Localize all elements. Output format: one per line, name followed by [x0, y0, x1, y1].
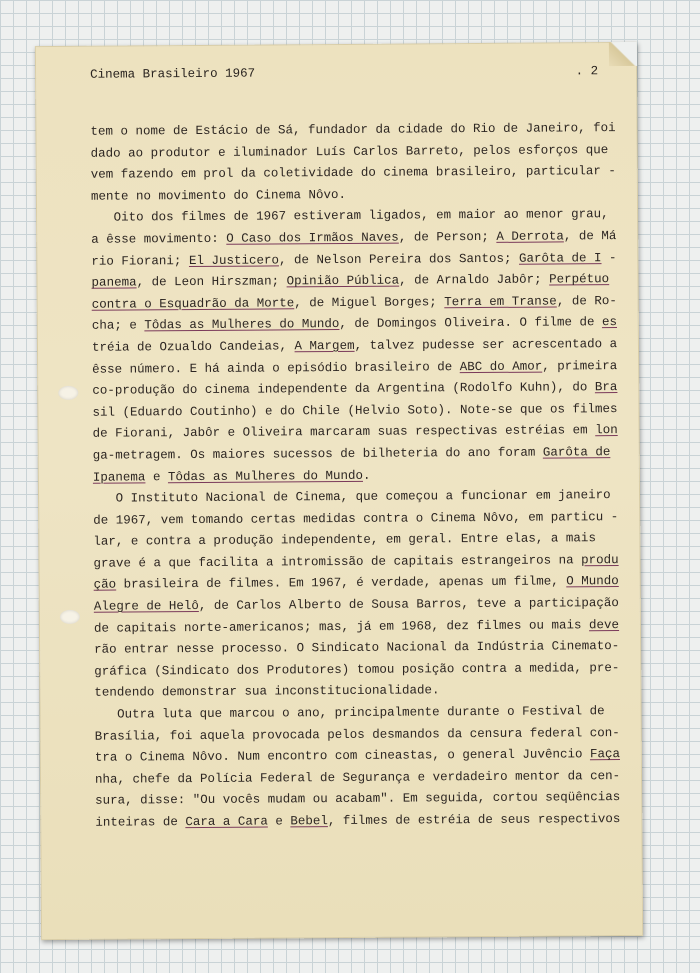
text-segment: , de Nelson Pereira dos Santos;	[278, 251, 520, 267]
text-segment: , de Má	[563, 229, 617, 244]
text-line	[91, 226, 617, 251]
text-segment: vem fazendo em prol da coletividade do cinema brasileiro, particular -	[90, 164, 616, 182]
punch-hole	[58, 386, 78, 400]
text-segment: gráfica (Sindicato dos Produtores) tomou posição contra a medida, pre-	[94, 660, 620, 679]
text-line	[90, 161, 616, 186]
text-segment: rão entrar nesse processo. O Sindicato Nacional da Indústria Cinemato-	[94, 639, 620, 657]
underlined-title: O Caso dos Irmãos Naves	[226, 230, 399, 246]
text-segment: e	[145, 469, 168, 484]
text-segment: co-produção do cinema independente da Argentina (Rodolfo Kuhn), do	[92, 380, 595, 398]
underlined-title: es	[601, 315, 618, 330]
text-segment: tem o nome de Estácio de Sá, fundador da cidade do Rio de Janeiro, foi	[90, 121, 616, 139]
text-segment: .	[362, 468, 371, 483]
text-segment: Oito dos filmes de 1967 estiveram ligados, em maior ao menor grau,	[91, 207, 609, 226]
text-segment: de capitais norte-americanos; mas, já em 1968, dez filmes ou mais	[93, 617, 590, 636]
text-line	[93, 442, 613, 467]
text-segment: lar, e contra a produção independente, em geral. Entre elas, a mais	[93, 531, 596, 549]
underlined-title: Tôdas as Mulheres do Mundo	[144, 317, 340, 333]
underlined-title: Perpétuo	[549, 272, 610, 287]
page-header	[90, 64, 598, 82]
underlined-title: ABC do Amor	[459, 359, 543, 374]
typewritten-page	[35, 42, 643, 940]
text-segment: brasileira de filmes. Em 1967, é verdade, apenas um filme,	[116, 574, 567, 593]
text-segment: de 1967, vem tomando certas medidas contra o Cinema Nôvo, em particu -	[93, 509, 619, 528]
text-segment: dado ao produtor e iluminador Luís Carlos Barreto, pelos esforços que	[90, 142, 609, 161]
text-line	[94, 658, 620, 683]
punch-hole	[60, 610, 80, 624]
text-line	[94, 701, 614, 726]
text-segment: , talvez pudesse ser acrescentado a	[354, 336, 618, 353]
underlined-title: deve	[588, 617, 620, 632]
underlined-title: Ipanema	[92, 469, 146, 485]
underlined-title: ção	[93, 578, 117, 593]
underlined-title: Garôta de	[542, 445, 611, 460]
text-segment: , de Arnaldo Jabôr;	[399, 272, 550, 288]
text-line	[93, 593, 619, 618]
underlined-title: Bra	[594, 380, 618, 395]
text-segment: tréia de Ozualdo Candeias,	[91, 339, 295, 355]
underlined-title: panema	[91, 275, 137, 290]
underlined-title: produ	[581, 552, 619, 568]
text-segment: mente no movimento do Cinema Nôvo.	[90, 187, 347, 204]
text-segment: êsse número. E há ainda o episódio brasileiro de	[92, 359, 460, 377]
text-segment: , de Person;	[398, 229, 497, 245]
page-number: . 2	[575, 64, 599, 79]
underlined-title: El Justicero	[188, 252, 279, 268]
text-line	[95, 809, 621, 834]
underlined-title: Tôdas as Mulheres do Mundo	[167, 468, 364, 484]
text-segment: a êsse movimento:	[91, 231, 227, 247]
text-segment: rio Fiorani;	[91, 253, 189, 269]
text-segment: , de Domingos Oliveira. O filme de	[339, 315, 602, 332]
text-segment: , de Carlos Alberto de Sousa Barros, teve a participação	[198, 596, 619, 614]
text-segment: , de Miguel Borges;	[294, 295, 445, 311]
text-segment: Outra luta que marcou o ano, principalmente durante o Festival de	[94, 704, 605, 722]
text-line	[90, 118, 616, 143]
underlined-title: O Mundo	[566, 574, 619, 589]
text-segment: tra o Cinema Nôvo. Num encontro com cineastas, o general Juvêncio	[94, 747, 590, 765]
text-segment: , de Leon Hirszman;	[136, 274, 287, 290]
text-segment: grave é a que facilita a intromissão de capitais estrangeiros na	[93, 553, 582, 571]
text-segment: ga-metragem. Os maiores sucessos de bilheteria do ano foram	[92, 445, 543, 463]
text-segment: nha, chefe da Polícia Federal de Segurança e verdadeiro mentor da cen-	[94, 768, 621, 787]
underlined-title: Garôta de I	[518, 250, 602, 266]
underlined-title: contra o Esquadrão da Morte	[91, 296, 295, 312]
text-segment: e	[267, 814, 291, 829]
text-segment: cha; e	[91, 318, 145, 334]
underlined-title: Bebel	[290, 814, 328, 829]
text-segment: , filmes de estréia de seus respectivos	[327, 812, 621, 829]
text-segment: sura, disse: "Ou vocês mudam ou acabam". Em seguida, cortou seqüências	[95, 790, 621, 809]
text-segment: , primeira	[542, 358, 618, 374]
document-title: Cinema Brasileiro 1967	[90, 66, 256, 82]
text-segment: sil (Eduardo Coutinho) e do Chile (Helvio Soto). Note-se que os filmes	[92, 401, 618, 420]
underlined-title: A Derrota	[496, 229, 564, 244]
text-segment: , de Ro-	[556, 293, 617, 309]
underlined-title: A Margem	[294, 338, 355, 354]
underlined-title: Cara a Cara	[185, 814, 268, 830]
text-segment: de Fiorani, Jabôr e Oliveira marcaram suas respectivas estréias em	[92, 423, 596, 442]
text-segment: Brasília, foi aquela provocada pelos desmandos da censura federal con-	[94, 725, 620, 744]
underlined-title: Alegre de Helô	[93, 599, 199, 614]
underlined-title: Faça	[589, 747, 621, 762]
underlined-title: Opinião Pública	[286, 273, 400, 289]
text-line	[91, 334, 618, 359]
underlined-title: lon	[595, 423, 618, 438]
text-segment: O Instituto Nacional de Cinema, que começou a funcionar em janeiro	[92, 488, 611, 506]
text-segment: tendendo demonstrar sua inconstitucionalidade.	[94, 683, 440, 701]
body-text	[90, 118, 621, 834]
text-segment: inteiras de	[95, 815, 186, 830]
underlined-title: Terra em Transe	[444, 294, 557, 310]
text-segment: -	[601, 250, 617, 265]
